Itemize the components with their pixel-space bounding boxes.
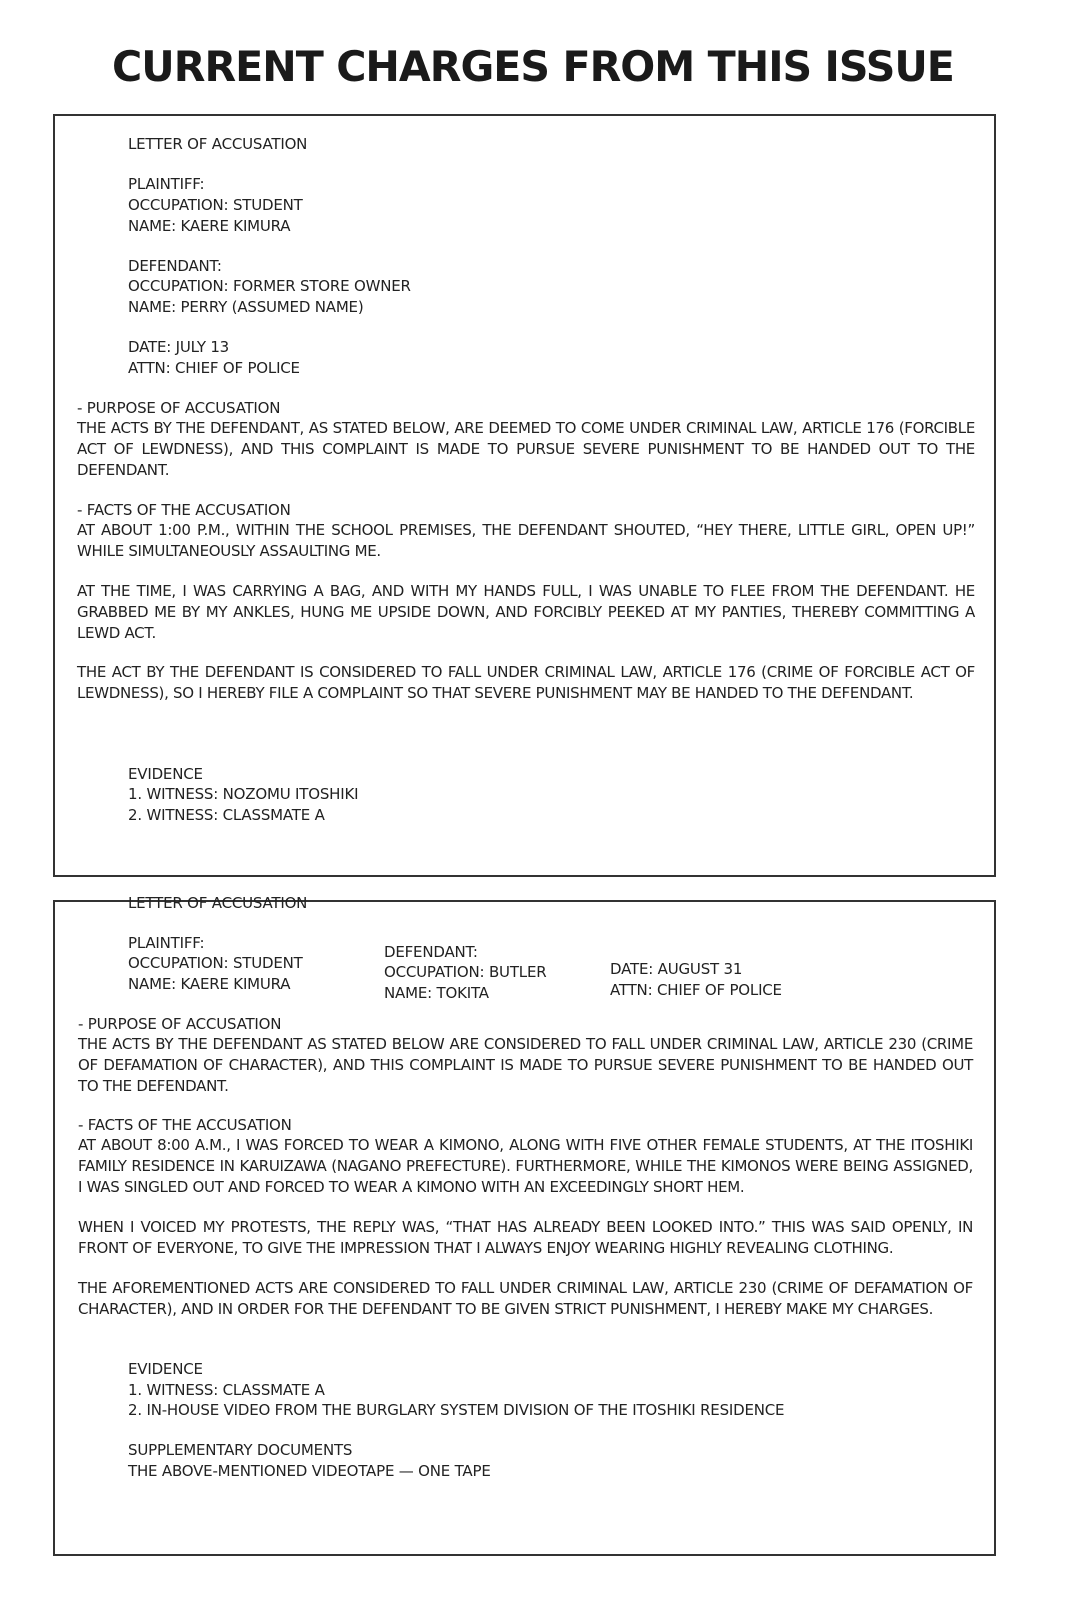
evidence-item: 2. IN-HOUSE VIDEO FROM THE BURGLARY SYSTEM DIVISION OF THE ITOSHIKI RESIDENCE [128,1401,785,1419]
evidence-item: 1. WITNESS: CLASSMATE A [128,1381,325,1399]
supplementary-label: SUPPLEMENTARY DOCUMENTS [128,1441,353,1459]
facts-paragraph: AT ABOUT 1:00 P.M., WITHIN THE SCHOOL PREMISES, THE DEFENDANT SHOUTED, “HEY THERE, LITTLE GIRL, OPEN UP!” WHILE SIMULTANEOUSLY ASSAULTING ME. [77,521,975,560]
letter-heading: LETTER OF ACCUSATION [128,135,308,153]
defendant-name: NAME: TOKITA [384,984,489,1002]
plaintiff-label: PLAINTIFF: [128,175,205,193]
purpose-text: THE ACTS BY THE DEFENDANT, AS STATED BELOW, ARE DEEMED TO COME UNDER CRIMINAL LAW, ARTICLE 176 (FORCIBLE ACT OF LEWDNESS), AND THIS COMPLAINT IS MADE TO PURSUE SEVERE PUNISHMENT TO BE HANDED OUT TO THE DEFENDANT. [77,419,975,479]
facts-paragraph: THE ACT BY THE DEFENDANT IS CONSIDERED TO FALL UNDER CRIMINAL LAW, ARTICLE 176 (CRIME OF FORCIBLE ACT OF LEWDNESS), SO I HEREBY FILE A COMPLAINT SO THAT SEVERE PUNISHMENT MAY BE HANDED TO THE DEFENDANT. [77,663,975,702]
defendant-name: NAME: PERRY (ASSUMED NAME) [128,298,364,316]
plaintiff-name: NAME: KAERE KIMURA [128,975,291,993]
evidence-item: 2. WITNESS: CLASSMATE A [128,806,325,824]
defendant-occupation: OCCUPATION: BUTLER [384,963,547,981]
page-title: CURRENT CHARGES FROM THIS ISSUE [112,42,954,91]
letter-2-content [53,894,996,1556]
letter-attn: ATTN: CHIEF OF POLICE [610,981,782,999]
purpose-heading: - PURPOSE OF ACCUSATION [78,1015,282,1033]
evidence-label: EVIDENCE [128,1360,203,1378]
purpose-text: THE ACTS BY THE DEFENDANT AS STATED BELOW ARE CONSIDERED TO FALL UNDER CRIMINAL LAW, ARTICLE 230 (CRIME OF DEFAMATION OF CHARACTER), AND THIS COMPLAINT IS MADE TO PURSUE SEVERE PUNISHMENT TO BE HANDED OUT TO THE DEFENDANT. [78,1035,973,1095]
plaintiff-label: PLAINTIFF: [128,934,205,952]
letter-of-accusation-1 [53,114,996,877]
facts-paragraph: THE AFOREMENTIONED ACTS ARE CONSIDERED TO FALL UNDER CRIMINAL LAW, ARTICLE 230 (CRIME OF DEFAMATION OF CHARACTER), AND IN ORDER FOR THE DEFENDANT TO BE GIVEN STRICT PUNISHMENT, I HEREBY MAKE MY CHARGES. [78,1279,973,1318]
plaintiff-occupation: OCCUPATION: STUDENT [128,196,303,214]
plaintiff-occupation: OCCUPATION: STUDENT [128,954,303,972]
letter-attn: ATTN: CHIEF OF POLICE [128,359,300,377]
supplementary-text: THE ABOVE-MENTIONED VIDEOTAPE — ONE TAPE [128,1462,491,1480]
letter-date: DATE: AUGUST 31 [610,960,743,978]
evidence-item: 1. WITNESS: NOZOMU ITOSHIKI [128,785,359,803]
evidence-label: EVIDENCE [128,765,203,783]
purpose-heading: - PURPOSE OF ACCUSATION [77,399,281,417]
facts-paragraph: WHEN I VOICED MY PROTESTS, THE REPLY WAS, “THAT HAS ALREADY BEEN LOOKED INTO.” THIS WAS SAID OPENLY, IN FRONT OF EVERYONE, TO GIVE THE IMPRESSION THAT I ALWAYS ENJOY WEARING HIGHLY REVEALING CLOTHING. [78,1218,973,1257]
letter-heading: LETTER OF ACCUSATION [128,894,308,912]
facts-paragraph: AT ABOUT 8:00 A.M., I WAS FORCED TO WEAR A KIMONO, ALONG WITH FIVE OTHER FEMALE STUDENTS, AT THE ITOSHIKI FAMILY RESIDENCE IN KARUIZAWA (NAGANO PREFECTURE). FURTHERMORE, WHILE THE KIMONOS WERE BEING ASSIGNED, I WAS SINGLED OUT AND FORCED TO WEAR A KIMONO WITH AN EXCEEDINGLY SHORT HEM. [78,1136,973,1196]
defendant-label: DEFENDANT: [128,257,222,275]
facts-heading: - FACTS OF THE ACCUSATION [78,1116,292,1134]
defendant-label: DEFENDANT: [384,943,478,961]
letter-date: DATE: JULY 13 [128,338,230,356]
facts-paragraph: AT THE TIME, I WAS CARRYING A BAG, AND WITH MY HANDS FULL, I WAS UNABLE TO FLEE FROM THE DEFENDANT. HE GRABBED ME BY MY ANKLES, HUNG ME UPSIDE DOWN, AND FORCIBLY PEEKED AT MY PANTIES, THEREBY COMMITTING A LEWD ACT. [77,582,975,642]
defendant-occupation: OCCUPATION: FORMER STORE OWNER [128,277,411,295]
facts-heading: - FACTS OF THE ACCUSATION [77,501,291,519]
plaintiff-name: NAME: KAERE KIMURA [128,217,291,235]
